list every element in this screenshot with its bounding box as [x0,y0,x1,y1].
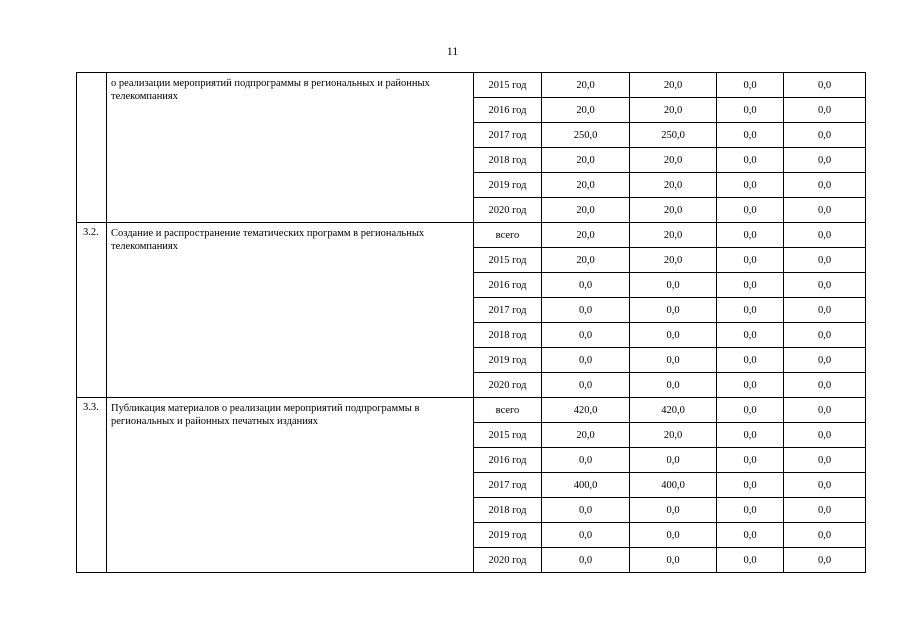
federal-budget-cell: 0,0 [717,323,784,348]
other-sources-cell: 0,0 [784,148,866,173]
page-number: 11 [446,44,459,58]
other-sources-cell: 0,0 [784,398,866,423]
other-sources-cell: 0,0 [784,348,866,373]
federal-budget-cell: 0,0 [717,298,784,323]
table-row [77,223,866,248]
year-cell: 2018 год [474,498,542,523]
total-value-cell: 20,0 [542,423,630,448]
federal-budget-cell: 0,0 [717,473,784,498]
other-sources-cell: 0,0 [784,198,866,223]
year-cell: 2020 год [474,198,542,223]
regional-budget-cell: 0,0 [630,323,717,348]
federal-budget-cell: 0,0 [717,223,784,248]
year-cell: всего [474,223,542,248]
total-value-cell: 20,0 [542,173,630,198]
total-value-cell: 400,0 [542,473,630,498]
total-value-cell: 0,0 [542,373,630,398]
year-cell: 2015 год [474,73,542,98]
regional-budget-cell: 0,0 [630,448,717,473]
other-sources-cell: 0,0 [784,423,866,448]
federal-budget-cell: 0,0 [717,373,784,398]
other-sources-cell: 0,0 [784,173,866,198]
total-value-cell: 0,0 [542,523,630,548]
federal-budget-cell: 0,0 [717,98,784,123]
regional-budget-cell: 20,0 [630,173,717,198]
federal-budget-cell: 0,0 [717,123,784,148]
federal-budget-cell: 0,0 [717,523,784,548]
federal-budget-cell: 0,0 [717,448,784,473]
federal-budget-cell: 0,0 [717,173,784,198]
year-cell: 2017 год [474,473,542,498]
federal-budget-cell: 0,0 [717,398,784,423]
item-number-cell [77,73,107,223]
item-description-cell: о реализации мероприятий подпрограммы в региональных и районных телекомпаниях [107,73,474,223]
year-cell: 2020 год [474,373,542,398]
regional-budget-cell: 20,0 [630,248,717,273]
total-value-cell: 20,0 [542,73,630,98]
other-sources-cell: 0,0 [784,323,866,348]
regional-budget-cell: 20,0 [630,423,717,448]
regional-budget-cell: 20,0 [630,98,717,123]
total-value-cell: 0,0 [542,548,630,573]
other-sources-cell: 0,0 [784,473,866,498]
year-cell: 2015 год [474,248,542,273]
year-cell: всего [474,398,542,423]
total-value-cell: 20,0 [542,148,630,173]
regional-budget-cell: 400,0 [630,473,717,498]
federal-budget-cell: 0,0 [717,248,784,273]
other-sources-cell: 0,0 [784,448,866,473]
regional-budget-cell: 20,0 [630,198,717,223]
total-value-cell: 0,0 [542,498,630,523]
year-cell: 2019 год [474,523,542,548]
other-sources-cell: 0,0 [784,373,866,398]
budget-table [76,72,866,573]
total-value-cell: 0,0 [542,273,630,298]
regional-budget-cell: 20,0 [630,223,717,248]
total-value-cell: 20,0 [542,248,630,273]
other-sources-cell: 0,0 [784,548,866,573]
item-number-cell: 3.2. [77,223,107,398]
regional-budget-cell: 0,0 [630,523,717,548]
regional-budget-cell: 420,0 [630,398,717,423]
total-value-cell: 250,0 [542,123,630,148]
item-description-cell: Создание и распространение тематических программ в региональных телекомпаниях [107,223,474,398]
total-value-cell: 0,0 [542,348,630,373]
federal-budget-cell: 0,0 [717,148,784,173]
other-sources-cell: 0,0 [784,523,866,548]
regional-budget-cell: 0,0 [630,373,717,398]
federal-budget-cell: 0,0 [717,198,784,223]
total-value-cell: 0,0 [542,323,630,348]
federal-budget-cell: 0,0 [717,548,784,573]
regional-budget-cell: 0,0 [630,548,717,573]
regional-budget-cell: 20,0 [630,148,717,173]
federal-budget-cell: 0,0 [717,348,784,373]
year-cell: 2020 год [474,548,542,573]
regional-budget-cell: 250,0 [630,123,717,148]
other-sources-cell: 0,0 [784,98,866,123]
other-sources-cell: 0,0 [784,123,866,148]
year-cell: 2017 год [474,298,542,323]
year-cell: 2016 год [474,273,542,298]
year-cell: 2017 год [474,123,542,148]
other-sources-cell: 0,0 [784,498,866,523]
item-number-cell: 3.3. [77,398,107,573]
federal-budget-cell: 0,0 [717,73,784,98]
year-cell: 2018 год [474,148,542,173]
regional-budget-cell: 0,0 [630,298,717,323]
total-value-cell: 20,0 [542,98,630,123]
federal-budget-cell: 0,0 [717,273,784,298]
total-value-cell: 420,0 [542,398,630,423]
regional-budget-cell: 0,0 [630,273,717,298]
other-sources-cell: 0,0 [784,73,866,98]
table-row [77,73,866,98]
federal-budget-cell: 0,0 [717,423,784,448]
year-cell: 2015 год [474,423,542,448]
other-sources-cell: 0,0 [784,248,866,273]
total-value-cell: 0,0 [542,448,630,473]
total-value-cell: 20,0 [542,223,630,248]
regional-budget-cell: 20,0 [630,73,717,98]
total-value-cell: 0,0 [542,298,630,323]
year-cell: 2016 год [474,98,542,123]
year-cell: 2016 год [474,448,542,473]
year-cell: 2019 год [474,173,542,198]
total-value-cell: 20,0 [542,198,630,223]
other-sources-cell: 0,0 [784,298,866,323]
table-row [77,398,866,423]
regional-budget-cell: 0,0 [630,498,717,523]
year-cell: 2019 год [474,348,542,373]
federal-budget-cell: 0,0 [717,498,784,523]
regional-budget-cell: 0,0 [630,348,717,373]
item-description-cell: Публикация материалов о реализации мероприятий подпрограммы в региональных и районных печатных изданиях [107,398,474,573]
year-cell: 2018 год [474,323,542,348]
other-sources-cell: 0,0 [784,273,866,298]
other-sources-cell: 0,0 [784,223,866,248]
